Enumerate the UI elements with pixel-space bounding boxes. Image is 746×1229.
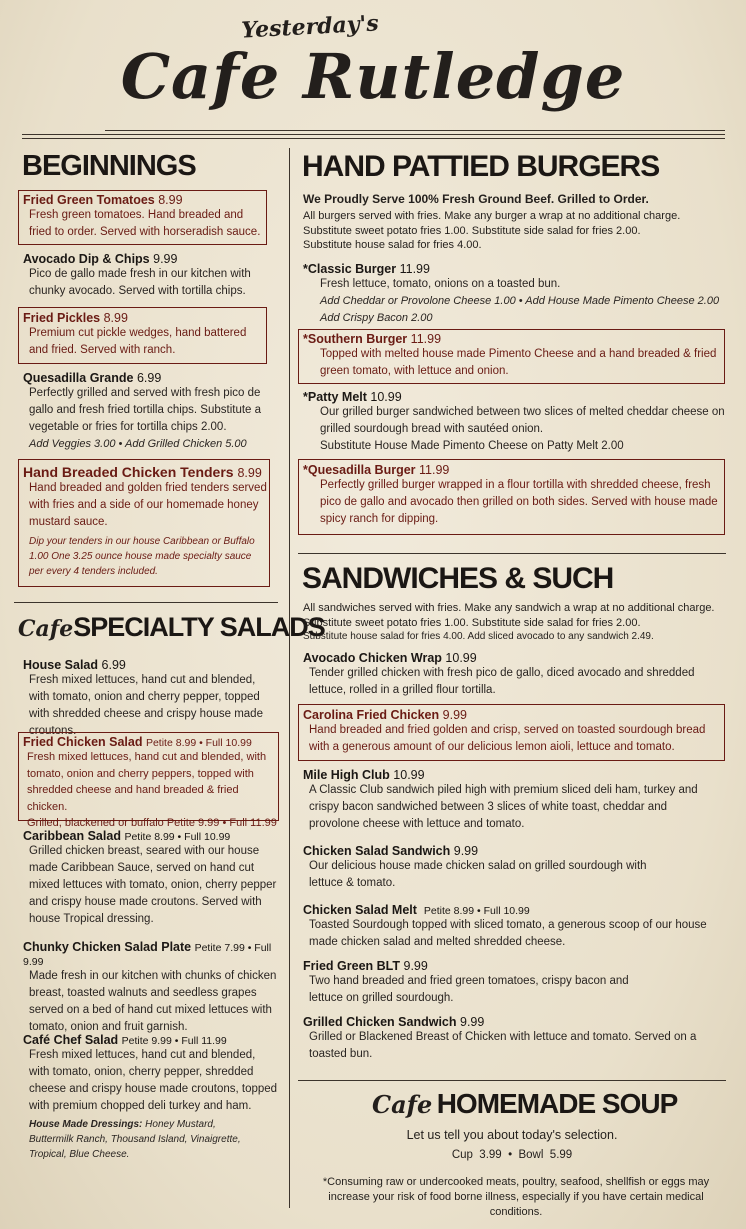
dressings-label: House Made Dressings: xyxy=(29,1119,143,1130)
divider xyxy=(105,130,725,131)
menu-item-classic-burger xyxy=(303,262,733,327)
item-name: House Salad xyxy=(23,658,99,672)
item-description: Our grilled burger sandwiched between two slices of melted cheddar cheese on grilled sourdough bread with sautéed onion. xyxy=(320,406,725,435)
item-description: Pico de gallo made fresh in our kitchen with chunky avocado. Served with tortilla chips. xyxy=(29,268,251,297)
note-line: All sandwiches served with fries. Make any sandwich a wrap at no additional charge. xyxy=(303,602,715,614)
item-description: Topped with melted house made Pimento Cheese and a hand breaded & fried green tomato, with lettuce and onion. xyxy=(320,348,717,377)
item-description: Our delicious house made chicken salad on grilled sourdough with lettuce & tomato. xyxy=(309,860,647,889)
item-name: *Southern Burger xyxy=(303,332,408,346)
menu-item-chef-salad xyxy=(23,1033,278,1162)
item-price: 9.99 xyxy=(453,844,479,858)
item-price: 9.99 xyxy=(442,708,467,722)
menu-item-fried-chicken-salad xyxy=(23,735,277,832)
divider xyxy=(14,602,278,603)
item-description: Fresh mixed lettuces, hand cut and blended, with tomato, onion, cherry pepper, shredded cheese and crispy house made croutons, topped with premium chopped deli turkey and ham. xyxy=(29,1049,278,1112)
item-name: Hand Breaded Chicken Tenders xyxy=(23,464,234,480)
item-name: Quesadilla Grande xyxy=(23,371,134,385)
section-title-soup xyxy=(372,1088,677,1120)
note-line: Substitute sweet potato fries 1.00. Substitute side salad for fries 2.00. xyxy=(303,616,641,629)
item-name: Fried Chicken Salad xyxy=(23,735,143,749)
item-price: Petite 7.99 • Full 9.99 xyxy=(23,942,272,968)
item-name: Chicken Salad Sandwich xyxy=(303,844,451,858)
item-name: Fried Green Tomatoes xyxy=(23,193,155,207)
item-description: Fresh lettuce, tomato, onions on a toasted bun. xyxy=(320,278,561,290)
item-description: Made fresh in our kitchen with chunks of chicken breast, toasted walnuts and seedless grapes served on a bed of hand cut mixed lettuces with tomato, onion and fruit garnish. xyxy=(29,970,277,1033)
section-title-sandwiches: SANDWICHES & SUCH xyxy=(302,562,614,595)
item-name: Caribbean Salad xyxy=(23,829,121,843)
item-price: 8.99 xyxy=(237,466,262,480)
item-price: Petite 8.99 • Full 10.99 xyxy=(124,831,231,843)
menu-item-chicken-tenders xyxy=(23,464,267,579)
section-title-salads xyxy=(18,612,325,643)
menu-item-avocado-dip xyxy=(23,252,268,300)
item-name: *Quesadilla Burger xyxy=(303,463,416,477)
item-price: Petite 8.99 • Full 10.99 xyxy=(423,905,530,917)
item-description: A Classic Club sandwich piled high with premium sliced deli ham, turkey and crispy bacon sandwiched between 3 slices of white toast, cheddar and provolone cheese with lettuce and tomato. xyxy=(309,784,698,830)
section-title: SPECIALTY SALADS xyxy=(73,612,325,642)
item-description: Two hand breaded and fried green tomatoes, crispy bacon and lettuce on grilled sourdough. xyxy=(309,975,629,1004)
item-description: Grilled chicken breast, seared with our house made Caribbean Sauce, served on hand cut mixed lettuces with tomato, onion, cherry pepper and crispy house made croutons. Served with house Tropical dressing. xyxy=(29,845,277,925)
divider xyxy=(298,1080,726,1081)
item-price: 11.99 xyxy=(410,332,442,346)
item-name: Mile High Club xyxy=(303,768,390,782)
item-price: 11.99 xyxy=(399,262,430,276)
item-note: Dip your tenders in our house Caribbean or Buffalo 1.00 One 3.25 ounce house made specialty sauce per every 4 tenders included. xyxy=(29,536,255,577)
dressings-list: Honey Mustard, Buttermilk Ranch, Thousand Island, Vinaigrette, Tropical, Blue Cheese. xyxy=(29,1119,241,1160)
item-price: Petite 9.99 • Full 11.99 xyxy=(121,1035,227,1047)
menu-item-fried-green-tomatoes xyxy=(23,193,263,241)
item-description: Tender grilled chicken with fresh pico de gallo, diced avocado and shredded lettuce, rolled in a grilled flour tortilla. xyxy=(309,667,695,696)
item-name: Avocado Chicken Wrap xyxy=(303,651,442,665)
menu-item-caribbean-salad xyxy=(23,829,283,928)
divider xyxy=(298,553,726,554)
item-name: *Classic Burger xyxy=(303,262,397,276)
item-description: Toasted Sourdough topped with sliced tomato, a generous scoop of our house made chicken salad and melted shredded cheese. xyxy=(309,919,707,948)
item-price: 6.99 xyxy=(136,371,162,385)
menu-item-grilled-chicken-sandwich xyxy=(303,1015,708,1063)
item-addons: Add Veggies 3.00 • Add Grilled Chicken 5.00 xyxy=(29,438,247,450)
menu-item-southern-burger xyxy=(303,332,721,380)
section-prefix: Cafe xyxy=(18,616,74,642)
item-description: Fresh mixed lettuces, hand cut and blended, with tomato, onion and cherry peppers, topped with shredded cheese and hand breaded & fried chicken. xyxy=(27,751,267,813)
item-description: Perfectly grilled burger wrapped in a flour tortilla with shredded cheese, fresh pico de gallo and avocado then grilled on both sides. Served with house made spicy ranch for dipping. xyxy=(320,479,718,525)
item-description: Fresh green tomatoes. Hand breaded and fried to order. Served with horseradish sauce. xyxy=(29,209,261,238)
menu-item-fried-green-blt xyxy=(303,959,638,1007)
restaurant-title: Cafe Rutledge xyxy=(120,40,626,113)
menu-item-chicken-salad-sandwich xyxy=(303,844,663,892)
item-price: 10.99 xyxy=(393,768,425,782)
sandwiches-notes xyxy=(303,601,728,645)
menu-item-mile-high-club xyxy=(303,768,708,833)
section-prefix: Cafe xyxy=(372,1090,433,1119)
section-title: HOMEMADE SOUP xyxy=(436,1088,678,1119)
item-addons: Add Cheddar or Provolone Cheese 1.00 • Add House Made Pimento Cheese 2.00 xyxy=(320,295,720,307)
note-line: Substitute house salad for fries 4.00. Add sliced avocado to any sandwich 2.49. xyxy=(303,631,654,642)
divider xyxy=(22,138,725,139)
item-price: 10.99 xyxy=(370,390,402,404)
item-price: 9.99 xyxy=(403,959,428,973)
item-description: Fresh mixed lettuces, hand cut and blended, with tomato, onion and cherry pepper, topped with shredded cheese and crispy house made croutons. xyxy=(29,674,263,737)
item-price: 8.99 xyxy=(158,193,183,207)
item-extra: Grilled, blackened or buffalo Petite 9.99 • Full 11.99 xyxy=(27,817,277,829)
item-name: Chicken Salad Melt xyxy=(303,903,417,917)
menu-item-fried-pickles xyxy=(23,311,263,359)
item-price: 8.99 xyxy=(103,311,128,325)
soup-prices: Cup 3.99 • Bowl 5.99 xyxy=(451,1149,573,1161)
menu-item-chicken-salad-melt xyxy=(303,903,723,951)
item-price: 9.99 xyxy=(460,1015,485,1029)
item-name: Grilled Chicken Sandwich xyxy=(303,1015,457,1029)
item-description: Hand breaded and fried golden and crisp, served on toasted sourdough bread with a generous amount of our delicious lemon aioli, lettuce and tomato. xyxy=(309,724,706,753)
item-name: Fried Green BLT xyxy=(303,959,401,973)
item-name: Avocado Dip & Chips xyxy=(23,252,150,266)
burgers-tagline: We Proudly Serve 100% Fresh Ground Beef. Grilled to Order. xyxy=(303,192,649,206)
note-line: Substitute sweet potato fries 1.00. Substitute side salad for fries 2.00. xyxy=(303,224,641,237)
note-line: Substitute house salad for fries 4.00. xyxy=(303,239,482,251)
item-name: Café Chef Salad xyxy=(23,1033,119,1047)
item-description: Premium cut pickle wedges, hand battered and fried. Served with ranch. xyxy=(29,327,247,356)
soup-description: Let us tell you about today's selection. xyxy=(406,1128,618,1142)
section-title-beginnings: BEGINNINGS xyxy=(22,150,196,182)
menu-item-quesadilla-grande xyxy=(23,371,271,453)
divider xyxy=(22,134,725,135)
item-description: Hand breaded and golden fried tenders served with fries and a side of our homemade honey mustard sauce. xyxy=(29,482,267,528)
item-price: Petite 8.99 • Full 10.99 xyxy=(145,737,252,749)
item-price: 10.99 xyxy=(445,651,477,665)
item-name: Chunky Chicken Salad Plate xyxy=(23,940,192,954)
item-description: Perfectly grilled and served with fresh pico de gallo and fresh fried tortilla chips. Substitute a vegetable or fries for tortilla chips 2.00. xyxy=(29,387,262,433)
section-title-burgers: HAND PATTIED BURGERS xyxy=(302,150,660,183)
subtitle: Yesterday's xyxy=(240,10,380,44)
disclaimer: *Consuming raw or undercooked meats, poultry, seafood, shellfish or eggs may increase your risk of food borne illness, especially if you have certain medical conditions. xyxy=(322,1176,710,1218)
dressings-note xyxy=(29,1117,259,1162)
item-description: Grilled or Blackened Breast of Chicken with lettuce and tomato. Served on a toasted bun. xyxy=(309,1031,697,1060)
menu-item-quesadilla-burger xyxy=(303,463,721,528)
menu-item-patty-melt xyxy=(303,390,728,455)
menu-item-avocado-chicken-wrap xyxy=(303,651,723,699)
menu-item-house-salad xyxy=(23,658,278,740)
item-price: 9.99 xyxy=(153,252,178,266)
note-line: All burgers served with fries. Make any burger a wrap at no additional charge. xyxy=(303,210,681,222)
burgers-notes xyxy=(303,209,723,253)
item-name: Fried Pickles xyxy=(23,311,101,325)
item-price: 11.99 xyxy=(419,463,450,477)
menu-item-chunky-chicken-salad xyxy=(23,940,285,1036)
item-addons: Add Crispy Bacon 2.00 xyxy=(320,312,433,324)
column-divider xyxy=(289,148,290,1208)
item-name: *Patty Melt xyxy=(303,390,367,404)
item-price: 6.99 xyxy=(101,658,126,672)
item-extra: Substitute House Made Pimento Cheese on Patty Melt 2.00 xyxy=(320,440,624,452)
item-name: Carolina Fried Chicken xyxy=(303,708,440,722)
menu-item-carolina-fried-chicken xyxy=(303,708,721,756)
